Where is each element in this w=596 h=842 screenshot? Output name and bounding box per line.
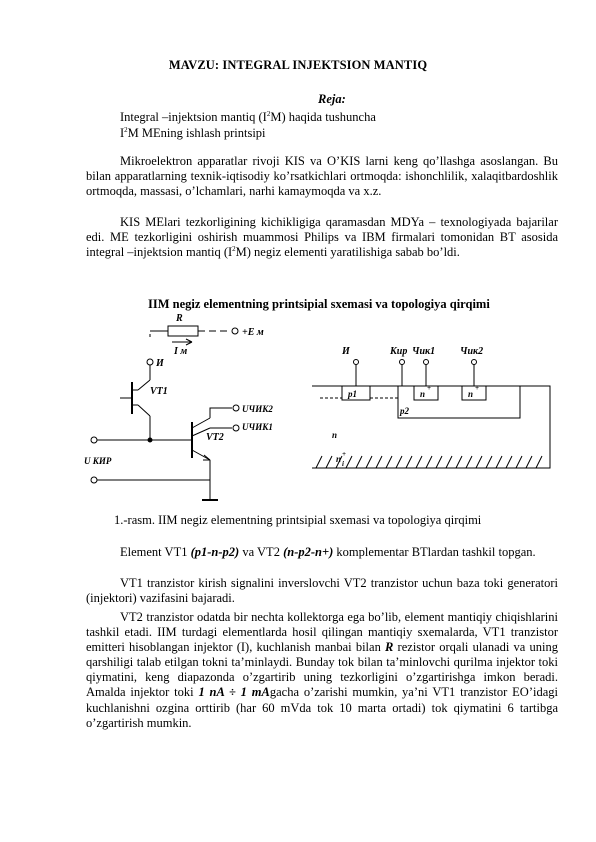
label-vt1: VT1 [150, 386, 168, 397]
nplus-region-1 [414, 386, 438, 400]
topo-label-nplus2: n [468, 389, 474, 399]
figure-svg [80, 310, 560, 510]
resistor-symbol [168, 326, 198, 336]
topo-label-plus1: + [427, 384, 431, 392]
paragraph-2: KIS MElari tezkorligining kichikligiga qaramasdan MDYa – texnologiyada bajarilar edi. ME tezkorligini oshirish muammosi Philips va IBM firmalari tomonidan BT asosida integral –injektsion mantiq $(I^2M)$ negiz elementi yaratilishiga sabab bo’ldi. [86, 215, 558, 260]
plan-item-2: $I^2M$ MEning ishlash printsipi [120, 125, 266, 140]
topo-label-nsub-plus: + [342, 450, 346, 458]
section-heading: IIM negiz elementning printsipial sxemasi va topologiya qirqimi [148, 297, 490, 311]
topo-label-plus2: + [475, 384, 479, 392]
paragraph-3: Element VT1 (p1-n-p2) va VT2 (n-p2-n+) komplementar BTlardan tashkil topgan. [120, 545, 536, 559]
topo-label-p1: p1 [348, 389, 357, 399]
label-resistor: R [176, 313, 183, 324]
topo-label-kir: Кир [390, 346, 408, 357]
circuit-figure [80, 310, 560, 510]
label-current: I м [174, 346, 188, 357]
topo-label-n: n [332, 430, 338, 440]
topo-label-chik2: Чик2 [460, 346, 484, 357]
page-title: MAVZU: INTEGRAL INJEKTSION MANTIQ [168, 58, 428, 72]
label-input: U КИР [84, 456, 112, 466]
label-out2: UЧИК1 [242, 422, 273, 432]
topo-label-chik1: Чик1 [412, 346, 436, 357]
label-supply: +E м [242, 327, 264, 338]
plan-item-1: Integral –injektsion mantiq $(I^2M)$ haqida tushuncha [120, 109, 376, 124]
nplus-region-2 [462, 386, 486, 400]
topo-label-nsub-idx: i [342, 460, 344, 468]
figure-caption: 1.-rasm. IIM negiz elementning printsipial sxemasi va topologiya qirqimi [114, 513, 482, 527]
paragraph-4: VT1 tranzistor kirish signalini inverslovchi VT2 tranzistor uchun baza toki generatori (injektori) vazifasini bajaradi. [86, 576, 558, 606]
paragraph-5: VT2 tranzistor odatda bir nechta kollektorga ega bo’lib, element mantiqiy chiqishlarini tashkil etadi. IIM turdagi elementlarda hosil qilingan mantiqiy sxemalarda, VT1 tranzistor emitteri hisoblangan injektor (I), kuchlanish manbai bilan R rezistor orqali ulanadi va uning qarshiligi talab etilgan tokni ta’minlaydi. Bunday tok bilan ta’minlovchi qurilma injektor toki qiymatini, keng diapazonda o’zgartirib uning tezkorligini o’zgartirishga imkon beradi. Amalda injektor toki 1 nA ÷ 1 mAgacha o’zarishi mumkin, ya’ni VT1 tranzistor EO’idagi kuchlanishni ozgina orttirib (har 60 mVda tok 10 marta ortadi) tok qiymatini 6 tartibga o’zgartirish mumkin. [86, 610, 559, 730]
topo-label-nplus1: n [420, 389, 426, 399]
topo-label-p2: p2 [400, 406, 409, 416]
paragraph-1: Mikroelektron apparatlar rivoji KIS va O’KIS larni keng qo’llashga asoslangan. Bu bilan apparatlarning texnik-iqtisodiy ko’rsatkichlari ortmoqda: ishonchlilik, xalaqitbardoshlik ortmoqda, massasi, o’lchamlari, narhi kamaymoqda va x.z. [86, 154, 558, 199]
label-out1: UЧИК2 [242, 404, 273, 414]
plan-heading: Reja: [318, 92, 346, 106]
topo-label-i: И [342, 346, 350, 357]
topo-label-nsub: n [336, 454, 342, 464]
label-vt2: VT2 [206, 432, 224, 443]
label-injector: И [156, 358, 164, 369]
